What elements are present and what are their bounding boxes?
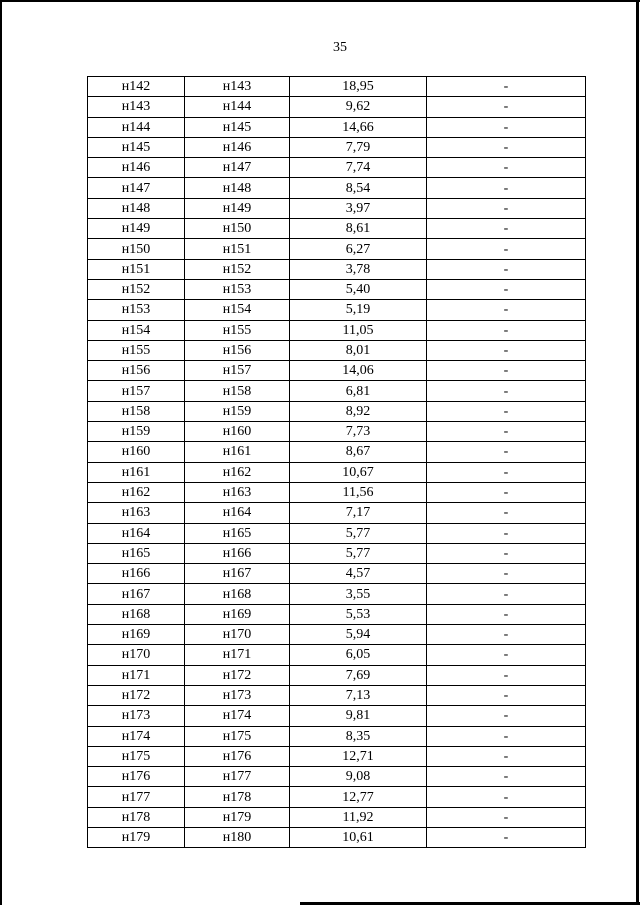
from-point-cell: н143 [88, 97, 185, 117]
to-point-cell: н178 [185, 787, 290, 807]
from-point-cell: н153 [88, 300, 185, 320]
distance-cell: 6,81 [290, 381, 427, 401]
to-point-cell: н160 [185, 422, 290, 442]
from-point-cell: н149 [88, 219, 185, 239]
from-point-cell: н178 [88, 807, 185, 827]
distance-cell: 5,94 [290, 625, 427, 645]
note-cell: - [427, 482, 586, 502]
table-row [88, 564, 586, 584]
to-point-cell: н144 [185, 97, 290, 117]
note-cell: - [427, 442, 586, 462]
from-point-cell: н170 [88, 645, 185, 665]
from-point-cell: н167 [88, 584, 185, 604]
to-point-cell: н175 [185, 726, 290, 746]
distance-cell: 14,06 [290, 361, 427, 381]
from-point-cell: н157 [88, 381, 185, 401]
to-point-cell: н164 [185, 503, 290, 523]
to-point-cell: н165 [185, 523, 290, 543]
note-cell: - [427, 767, 586, 787]
distance-cell: 5,77 [290, 543, 427, 563]
table-row [88, 685, 586, 705]
distance-cell: 10,67 [290, 462, 427, 482]
from-point-cell: н169 [88, 625, 185, 645]
note-cell: - [427, 239, 586, 259]
note-cell: - [427, 300, 586, 320]
table-row [88, 543, 586, 563]
note-cell: - [427, 137, 586, 157]
to-point-cell: н156 [185, 340, 290, 360]
table-row [88, 381, 586, 401]
distance-cell: 10,61 [290, 827, 427, 847]
to-point-cell: н174 [185, 706, 290, 726]
to-point-cell: н151 [185, 239, 290, 259]
from-point-cell: н179 [88, 827, 185, 847]
note-cell: - [427, 604, 586, 624]
note-cell: - [427, 706, 586, 726]
page-number: 35 [333, 40, 347, 55]
to-point-cell: н155 [185, 320, 290, 340]
distance-cell: 8,35 [290, 726, 427, 746]
from-point-cell: н166 [88, 564, 185, 584]
to-point-cell: н147 [185, 158, 290, 178]
distance-cell: 12,77 [290, 787, 427, 807]
table-row [88, 482, 586, 502]
note-cell: - [427, 503, 586, 523]
note-cell: - [427, 523, 586, 543]
table-row [88, 706, 586, 726]
note-cell: - [427, 746, 586, 766]
from-point-cell: н165 [88, 543, 185, 563]
to-point-cell: н150 [185, 219, 290, 239]
table-row [88, 665, 586, 685]
to-point-cell: н168 [185, 584, 290, 604]
from-point-cell: н152 [88, 279, 185, 299]
table-row [88, 523, 586, 543]
from-point-cell: н168 [88, 604, 185, 624]
page-border-top [0, 0, 640, 2]
distance-cell: 7,13 [290, 685, 427, 705]
distance-cell: 3,97 [290, 198, 427, 218]
distance-cell: 11,92 [290, 807, 427, 827]
from-point-cell: н155 [88, 340, 185, 360]
to-point-cell: н162 [185, 462, 290, 482]
from-point-cell: н158 [88, 401, 185, 421]
distance-cell: 12,71 [290, 746, 427, 766]
from-point-cell: н154 [88, 320, 185, 340]
note-cell: - [427, 645, 586, 665]
to-point-cell: н161 [185, 442, 290, 462]
to-point-cell: н180 [185, 827, 290, 847]
to-point-cell: н170 [185, 625, 290, 645]
distance-cell: 14,66 [290, 117, 427, 137]
distance-cell: 6,27 [290, 239, 427, 259]
to-point-cell: н169 [185, 604, 290, 624]
from-point-cell: н144 [88, 117, 185, 137]
table-row [88, 827, 586, 847]
distance-cell: 5,77 [290, 523, 427, 543]
table-row [88, 77, 586, 97]
note-cell: - [427, 543, 586, 563]
from-point-cell: н151 [88, 259, 185, 279]
to-point-cell: н176 [185, 746, 290, 766]
note-cell: - [427, 158, 586, 178]
from-point-cell: н176 [88, 767, 185, 787]
page-border-left [0, 0, 2, 905]
from-point-cell: н145 [88, 137, 185, 157]
note-cell: - [427, 279, 586, 299]
distance-cell: 7,79 [290, 137, 427, 157]
distance-cell: 8,01 [290, 340, 427, 360]
table-row [88, 137, 586, 157]
from-point-cell: н146 [88, 158, 185, 178]
table-row [88, 767, 586, 787]
from-point-cell: н148 [88, 198, 185, 218]
distance-cell: 8,61 [290, 219, 427, 239]
table-row [88, 279, 586, 299]
note-cell: - [427, 665, 586, 685]
distance-cell: 7,74 [290, 158, 427, 178]
to-point-cell: н172 [185, 665, 290, 685]
to-point-cell: н171 [185, 645, 290, 665]
note-cell: - [427, 807, 586, 827]
note-cell: - [427, 401, 586, 421]
table-row [88, 746, 586, 766]
table-row [88, 361, 586, 381]
note-cell: - [427, 361, 586, 381]
to-point-cell: н148 [185, 178, 290, 198]
table-row [88, 259, 586, 279]
segment-table [87, 76, 586, 848]
table-row [88, 401, 586, 421]
to-point-cell: н145 [185, 117, 290, 137]
note-cell: - [427, 787, 586, 807]
from-point-cell: н171 [88, 665, 185, 685]
from-point-cell: н164 [88, 523, 185, 543]
distance-cell: 7,69 [290, 665, 427, 685]
from-point-cell: н150 [88, 239, 185, 259]
from-point-cell: н175 [88, 746, 185, 766]
distance-cell: 8,54 [290, 178, 427, 198]
table-row [88, 97, 586, 117]
distance-cell: 5,53 [290, 604, 427, 624]
table-row [88, 726, 586, 746]
to-point-cell: н167 [185, 564, 290, 584]
from-point-cell: н161 [88, 462, 185, 482]
note-cell: - [427, 259, 586, 279]
note-cell: - [427, 340, 586, 360]
from-point-cell: н177 [88, 787, 185, 807]
note-cell: - [427, 827, 586, 847]
note-cell: - [427, 198, 586, 218]
distance-cell: 8,67 [290, 442, 427, 462]
from-point-cell: н162 [88, 482, 185, 502]
note-cell: - [427, 77, 586, 97]
distance-cell: 18,95 [290, 77, 427, 97]
note-cell: - [427, 685, 586, 705]
table-row [88, 219, 586, 239]
note-cell: - [427, 462, 586, 482]
table-row [88, 625, 586, 645]
note-cell: - [427, 422, 586, 442]
table-row [88, 442, 586, 462]
to-point-cell: н153 [185, 279, 290, 299]
to-point-cell: н173 [185, 685, 290, 705]
distance-cell: 9,81 [290, 706, 427, 726]
from-point-cell: н142 [88, 77, 185, 97]
distance-cell: 7,73 [290, 422, 427, 442]
table-row [88, 158, 586, 178]
from-point-cell: н172 [88, 685, 185, 705]
table-row [88, 422, 586, 442]
to-point-cell: н159 [185, 401, 290, 421]
to-point-cell: н152 [185, 259, 290, 279]
to-point-cell: н157 [185, 361, 290, 381]
to-point-cell: н163 [185, 482, 290, 502]
table-row [88, 604, 586, 624]
to-point-cell: н177 [185, 767, 290, 787]
from-point-cell: н174 [88, 726, 185, 746]
distance-cell: 6,05 [290, 645, 427, 665]
to-point-cell: н146 [185, 137, 290, 157]
distance-cell: 5,40 [290, 279, 427, 299]
from-point-cell: н160 [88, 442, 185, 462]
to-point-cell: н166 [185, 543, 290, 563]
from-point-cell: н163 [88, 503, 185, 523]
distance-cell: 9,08 [290, 767, 427, 787]
to-point-cell: н143 [185, 77, 290, 97]
note-cell: - [427, 625, 586, 645]
distance-cell: 11,05 [290, 320, 427, 340]
to-point-cell: н149 [185, 198, 290, 218]
note-cell: - [427, 726, 586, 746]
note-cell: - [427, 584, 586, 604]
to-point-cell: н158 [185, 381, 290, 401]
distance-cell: 8,92 [290, 401, 427, 421]
distance-cell: 3,55 [290, 584, 427, 604]
table-body [88, 77, 586, 848]
table-row [88, 198, 586, 218]
distance-cell: 5,19 [290, 300, 427, 320]
note-cell: - [427, 97, 586, 117]
table-row [88, 807, 586, 827]
page-border-right [636, 0, 639, 905]
table-row [88, 340, 586, 360]
distance-cell: 4,57 [290, 564, 427, 584]
table-row [88, 787, 586, 807]
table-row [88, 178, 586, 198]
table-row [88, 503, 586, 523]
table-row [88, 117, 586, 137]
note-cell: - [427, 320, 586, 340]
note-cell: - [427, 117, 586, 137]
note-cell: - [427, 178, 586, 198]
to-point-cell: н179 [185, 807, 290, 827]
distance-cell: 3,78 [290, 259, 427, 279]
from-point-cell: н156 [88, 361, 185, 381]
note-cell: - [427, 564, 586, 584]
from-point-cell: н159 [88, 422, 185, 442]
table-row [88, 462, 586, 482]
table-row [88, 300, 586, 320]
note-cell: - [427, 219, 586, 239]
table-row [88, 584, 586, 604]
note-cell: - [427, 381, 586, 401]
table-row [88, 239, 586, 259]
distance-cell: 7,17 [290, 503, 427, 523]
to-point-cell: н154 [185, 300, 290, 320]
from-point-cell: н173 [88, 706, 185, 726]
distance-cell: 9,62 [290, 97, 427, 117]
distance-cell: 11,56 [290, 482, 427, 502]
table-row [88, 645, 586, 665]
from-point-cell: н147 [88, 178, 185, 198]
table-row [88, 320, 586, 340]
